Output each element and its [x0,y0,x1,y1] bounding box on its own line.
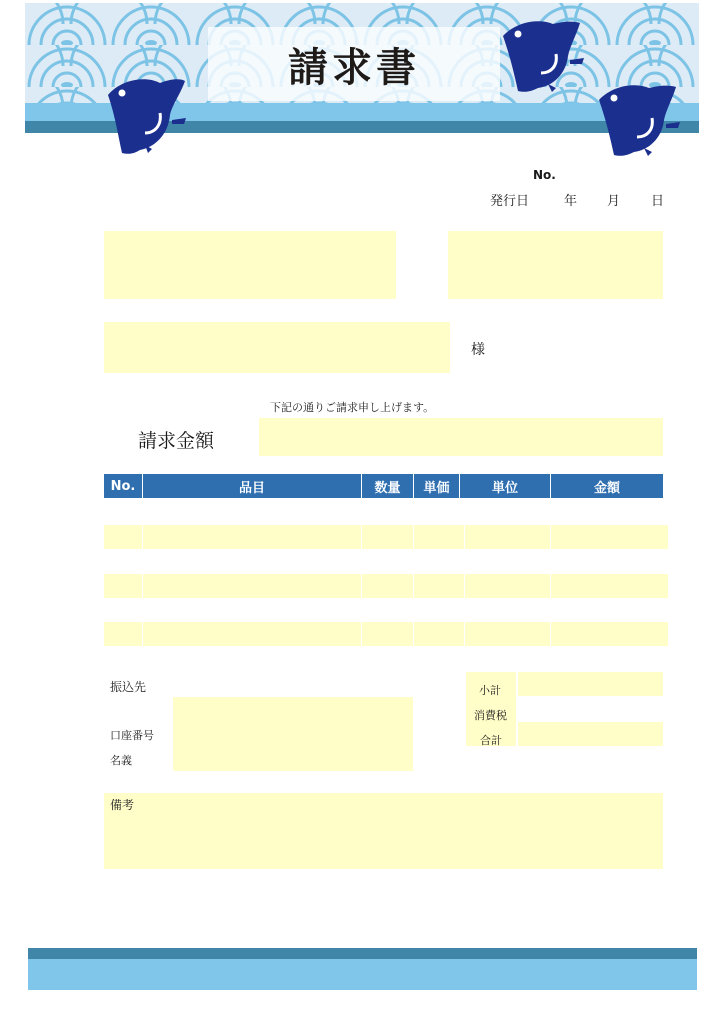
col-header-quantity [362,474,413,498]
col-header-item [143,474,361,498]
page-title: 請求書 [288,44,420,91]
footer-band-light [28,959,697,990]
tax-field[interactable] [518,697,663,721]
cell-quantity[interactable] [362,598,413,622]
col-header-label: 数量 [374,480,401,496]
cell-quantity[interactable] [362,622,413,646]
intro-text: 下記の通りご請求申し上げます。 [270,401,435,414]
cell-item[interactable] [143,549,361,573]
cell-unit-price[interactable] [414,549,464,573]
cell-unit[interactable] [465,549,550,573]
col-header-amount [551,474,663,498]
cell-unit-price[interactable] [414,622,464,646]
month-label: 月 [607,194,621,209]
cell-item[interactable] [143,500,361,524]
cell-amount[interactable] [551,500,668,524]
col-header-label: 金額 [593,480,620,496]
cell-amount[interactable] [551,598,668,622]
day-label: 日 [651,194,665,209]
cell-quantity[interactable] [362,574,413,598]
subtotal-field[interactable] [518,672,663,696]
cell-unit[interactable] [465,622,550,646]
cell-quantity[interactable] [362,500,413,524]
tax-label: 消費税 [474,709,507,722]
title-box [208,27,500,101]
col-header-label: 単位 [491,480,518,496]
recipient-address-field[interactable] [104,231,396,299]
subtotal-label: 小計 [479,684,501,697]
account-name-label: 名義 [110,754,132,767]
invoice-no-label: No. [533,168,556,182]
total-field[interactable] [518,722,663,746]
cell-unit-price[interactable] [414,574,464,598]
notes-field[interactable] [104,793,663,869]
cell-quantity[interactable] [362,549,413,573]
cell-item[interactable] [143,574,361,598]
cell-amount[interactable] [551,622,668,646]
total-label: 合計 [480,734,502,747]
recipient-suffix: 様 [471,342,485,358]
cell-unit[interactable] [465,500,550,524]
year-label: 年 [564,194,578,209]
bird-icon [594,82,689,160]
account-number-label: 口座番号 [110,729,154,742]
cell-no[interactable] [104,598,142,622]
bank-info-field[interactable] [173,697,413,771]
bird-icon [498,18,593,96]
cell-item[interactable] [143,598,361,622]
notes-label: 備考 [110,798,135,812]
cell-amount[interactable] [551,525,668,549]
cell-item[interactable] [143,622,361,646]
cell-quantity[interactable] [362,525,413,549]
cell-unit-price[interactable] [414,525,464,549]
col-header-no [104,474,142,498]
footer-band-dark [28,948,697,959]
col-header-label: 品目 [238,480,265,496]
cell-item[interactable] [143,525,361,549]
issue-date-label: 発行日 [490,194,530,209]
cell-no[interactable] [104,574,142,598]
bird-icon [100,75,195,157]
cell-no[interactable] [104,549,142,573]
cell-unit[interactable] [465,598,550,622]
cell-no[interactable] [104,622,142,646]
cell-unit[interactable] [465,574,550,598]
cell-amount[interactable] [551,549,668,573]
cell-no[interactable] [104,500,142,524]
cell-no[interactable] [104,525,142,549]
invoice-amount-label: 請求金額 [138,430,215,452]
cell-unit-price[interactable] [414,598,464,622]
cell-unit-price[interactable] [414,500,464,524]
col-header-unit-price [414,474,459,498]
recipient-name-field[interactable] [104,322,450,373]
invoice-amount-field[interactable] [259,418,663,456]
col-header-label: 単価 [423,480,450,496]
col-header-unit [460,474,550,498]
bank-heading: 振込先 [110,680,147,694]
cell-unit[interactable] [465,525,550,549]
col-header-label: No. [110,478,136,494]
sender-info-field[interactable] [448,231,663,299]
cell-amount[interactable] [551,574,668,598]
